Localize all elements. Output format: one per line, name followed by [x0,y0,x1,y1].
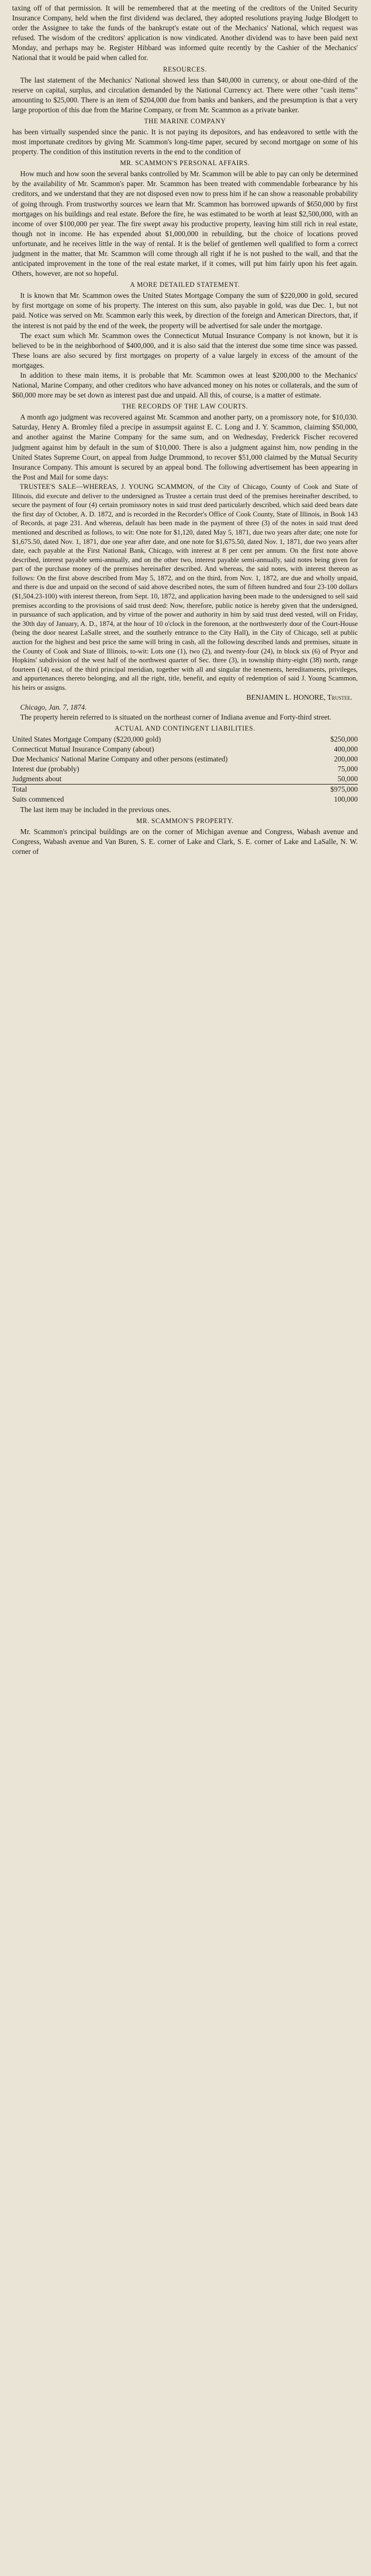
liability-amount: $250,000 [330,734,358,743]
table-row [12,734,358,744]
total-amount: $975,000 [330,785,358,794]
section-heading-law-courts: THE RECORDS OF THE LAW COURTS. [122,402,248,411]
property-location-paragraph: The property herein referred to is situated on the northeast corner of Indiana avenue and Forty-third street. [20,712,331,721]
section-heading-detailed-statement: A MORE DETAILED STATEMENT. [130,281,240,289]
section-heading-personal-affairs: MR. SCAMMON'S PERSONAL AFFAIRS. [120,159,250,167]
property-paragraph: Mr. Scammon's principal buildings are on the corner of Michigan avenue and Congress, Wabash avenue and Congress, Wabash avenue and Van Buren, S. E. corner of Lake and Clark, S. E. corner of Lake and LaSalle, N. W. corner of [12,827,358,856]
section-heading-marine-company: THE MARINE COMPANY [144,117,226,125]
liability-amount: 50,000 [313,774,358,785]
liability-item: United States Mortgage Company ($220,000 gold) [12,734,161,743]
detailed-statement-paragraph-2: The exact sum which Mr. Scammon owes the Connecticut Mutual Insurance Company is not known, but it is believed to be in the neighborhood of $400,000, and it is also said that the interest due some time since was passed. These loans are also secured by first mortgages on property of a value largely in excess of the amount of the mortgages. [12,331,358,369]
liabilities-table [12,734,358,805]
liability-item: Judgments about [12,774,313,785]
detailed-statement-paragraph-3: In addition to these main items, it is probable that Mr. Scammon owes at least $200,000 to the Mechanics' National, Marine Company, and other creditors who have advanced money on his notes or collaterals, and the sum of $60,000 more may be set down as interest past due and unpaid. All this, of course, is a matter of estimate. [12,371,358,400]
marine-company-paragraph: has been virtually suspended since the panic. It is not paying its depositors, and has endeavored to settle with the most importunate creditors by giving Mr. Scammon's long-time paper, secured by second mortgage on some of his property. The condition of this institution reverts in the end to the condition of [12,127,358,156]
notice-dateline: Chicago, Jan. 7, 1874. [20,702,87,711]
trustee-sale-notice: TRUSTEE'S SALE—WHEREAS, J. YOUNG SCAMMON, of the City of Chicago, County of Cook and State of Illinois, did execute and deliver to the undersigned as Trustee a certain trust deed of the premises hereinafter described, to secure the payment of four (4) certain promissory notes in said trust deed particularly described, which said deed bears date the first day of October, A. D. 1872, and is recorded in the Recorder's Office of Cook County, State of Illinois, in Book 143 of Records, at page 231. And whereas, default has been made in the payment of three (3) of the notes in said trust deed mentioned and described as follows, to wit: One note for $1,120, dated May 5, 1871, due two years after date; one note for $1,675.50, dated Nov. 1, 1871, due one year after date, and one note for $1,675.50, dated Nov. 1, 1871, due two years after date, each payable at the First National Bank, Chicago, with interest at 8 per cent per annum. On the first note above described, interest payable semi-annually, and on the other two, interest payable semi-annually, said notes being given for part of the purchase money of the premises hereinafter described. And whereas, the said notes, with interest thereon as follows: On the first above described from May 5, 1872, and on the third, from Nov. 1, 1872, are due and wholly unpaid, and there is due and unpaid on the second of said above described notes, the sum of fifteen hundred and four 23-100 dollars ($1,504.23-100) with interest thereon, from Sept. 10, 1872, and application having been made to the undersigned to sell said premises according to the provisions of said trust deed: Now, therefore, public notice is hereby given that the undersigned, in pursuance of such application, and by virtue of the power and authority in him by said trust deed vested, will on Friday, the 30th day of January, A. D., 1874, at the hour of 10 o'clock in the forenoon, at the northwesterly door of the Court-House (being the door nearest LaSalle street, and the southerly entrance to the City Hall), in the City of Chicago, sell at public auction for the highest and best price the same will bring in cash, all the following described lands and premises, situate in the County of Cook and State of Illinois, to-wit: Lots one (1), two (2), and twenty-four (24), in block six (6) of Pryor and Hopkins' subdivision of the west half of the northwest quarter of Sec. three (3), in township thirty-eight (38) north, range fourteen (14) east, of the third principal meridian, together with all and singular the tenements, hereditaments, privileges, and appurtenances thereto belonging, and all the right, title, benefit, and equity of redemption of said J. Young Scammon, his heirs or assigns. [12,482,358,691]
suits-row [12,794,358,804]
liability-amount: 200,000 [334,755,358,764]
total-row [12,785,358,795]
liability-item: Connecticut Mutual Insurance Company (about) [12,744,154,753]
personal-affairs-paragraph: How much and how soon the several banks controlled by Mr. Scammon will be able to pay can only be determined by the availability of Mr. Scammon's paper. Mr. Scammon has been treated with commendable forbearance by his creditors, and we understand that they are not disposed even now to press him if he can show a reasonable probability of going through. From trustworthy sources we learn that Mr. Scammon has borrowed upwards of $650,000 by first mortgages on his buildings and real estate. Before the fire, he was estimated to be worth at least $2,500,000, with an income of over $100,000 per year. The fire swept away his productive property, leaving him still rich in real estate, though not in income. He has expended about $1,000,000 in rebuilding, but the choice of locations proved unfortunate, and he receives little in the way of rental. It is the belief of gentlemen well qualified to form a correct judgment in the matter, that Mr. Scammon will come through all right if he is not pushed to the wall, and that the anticipated improvement in the tone of the real estate market, if it comes, will put him fairly upon his feet again. Others, however, are not so hopeful. [12,170,358,278]
table-row [12,774,358,785]
section-heading-resources: RESOURCES. [163,65,207,73]
lead-paragraph: taxing off of that permission. It will be remembered that at the meeting of the creditors of the United Security Insurance Company, held when the first dividend was declared, they adopted resolutions praying Judge Blodgett to order the Assignee to take the funds of the bankrupt's estate out of the Mechanics' National, which request was refused. The wisdom of the creditors' application is now vindicated. Another dividend was to have been paid next Monday, and perhaps may be. Register Hibbard was informed quite recently by the Cashier of the Mechanics' National that it would be paid when called for. [12,4,358,62]
table-row [12,764,358,774]
detailed-statement-paragraph-1: It is known that Mr. Scammon owes the United States Mortgage Company the sum of $220,000 in gold, secured by first mortgage on some of his property. The interest on this sum, also payable in gold, was due Dec. 1, but not paid. Notice was served on Mr. Scammon early this week, by direction of the foreign and American Directors, that, if the interest is not paid by the end of the week, the property will be advertised for sale under the mortgage. [12,291,358,330]
liability-amount: 400,000 [334,744,358,753]
suits-label: Suits commenced [12,795,64,804]
liability-item: Interest due (probably) [12,765,79,774]
law-courts-paragraph: A month ago judgment was recovered against Mr. Scammon and another party, on a promissory note, for $10,030. Saturday, Henry A. Bromley filed a precipe in assumpsit against E. C. Long and J. Y. Scammon, claiming $50,000, and another against the Marine Company for the same sum, and on Wednesday, Frederick Fischer recovered judgment against him by default in the sum of $10,000. There is also a judgment against him, now pending in the United States Supreme Court, on appeal from Judge Drummond, to recover $51,000 claimed by the Mutual Security Insurance Company. This amount is secured by an appeal bond. The following advertisement has been appearing in the Post and Mail for some days: [12,413,358,481]
liabilities-note: The last item may be included in the previous ones. [20,805,171,814]
table-row [12,754,358,764]
liability-amount: 75,000 [337,765,358,774]
trustee-signature: BENJAMIN L. HONORE, Trustee. [246,693,352,701]
table-row [12,744,358,754]
section-heading-liabilities: ACTUAL AND CONTINGENT LIABILITIES. [114,724,255,732]
resources-paragraph: The last statement of the Mechanics' National showed less than $40,000 in currency, or about one-third of the reserve on capital, surplus, and circulation demanded by the National Currency act. There were other "cash items" amounting to $25,000. There is an item of $204,000 due from banks and bankers, and the presumption is that a very large proportion of this due from the Marine Company, or from Mr. Scammon as a private banker. [12,75,358,114]
liability-item: Due Mechanics' National Marine Company and other persons (estimated) [12,755,228,764]
suits-amount: 100,000 [334,795,358,804]
total-label: Total [12,785,28,794]
section-heading-property: MR. SCAMMON'S PROPERTY. [136,816,234,825]
